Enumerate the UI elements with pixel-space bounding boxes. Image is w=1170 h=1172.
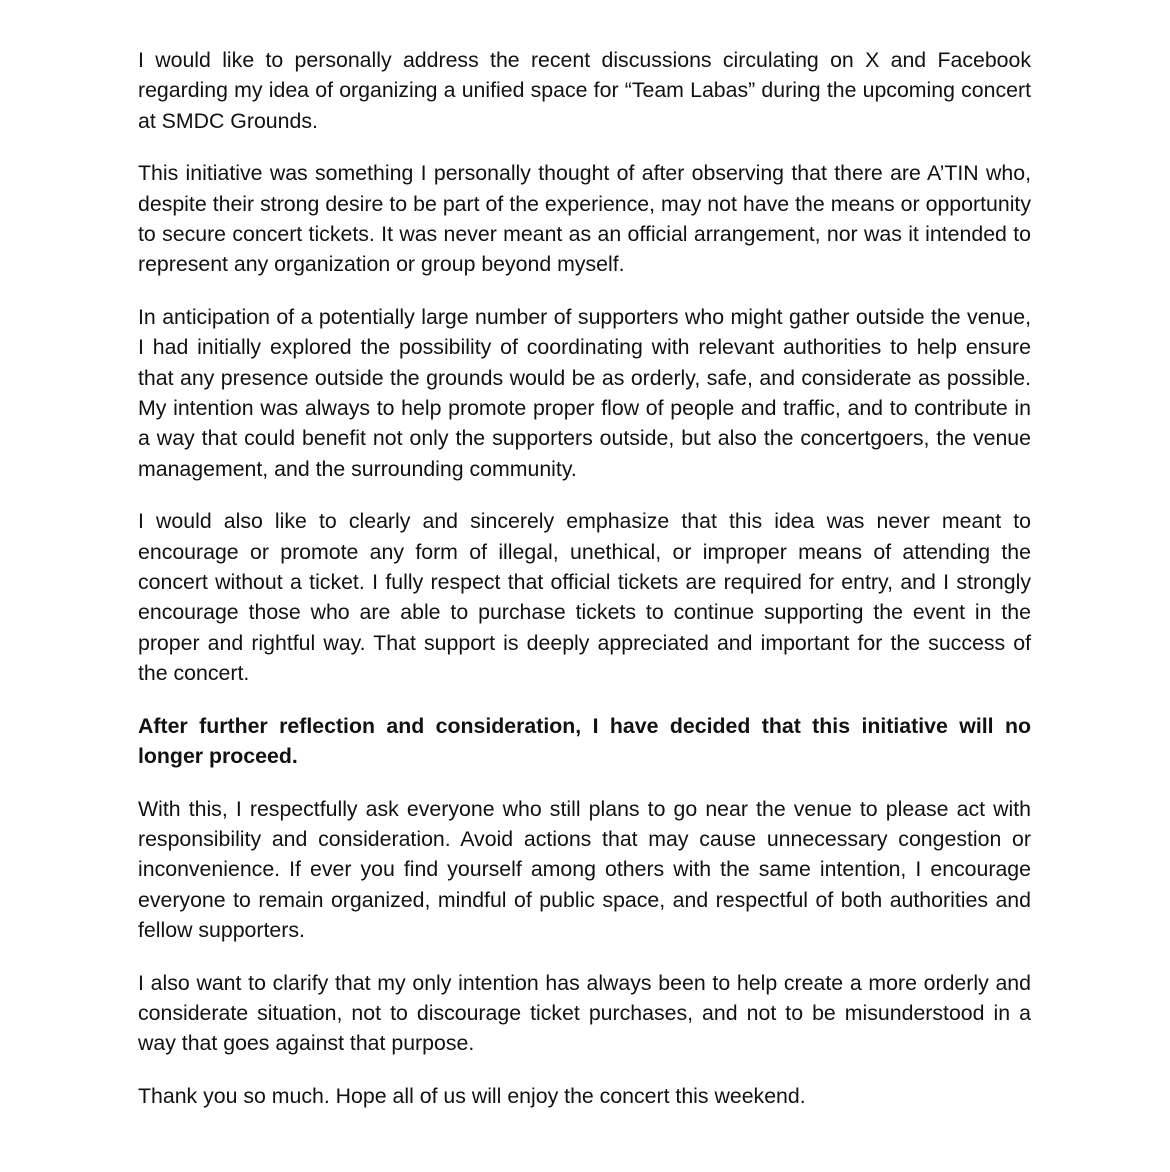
statement-document — [138, 45, 1031, 1134]
paragraph-coordination: In anticipation of a potentially large number of supporters who might gather outside the venue, I had initially explored the possibility of coordinating with relevant authorities to help ensure that any presence outside the grounds would be as orderly, safe, and considerate as possible. My intention was always to help promote proper flow of people and traffic, and to contribute in a way that could benefit not only the supporters outside, but also the concertgoers, the venue management, and the surrounding community. — [138, 305, 1031, 481]
paragraph-request: With this, I respectfully ask everyone who still plans to go near the venue to please act with responsibility and consideration. Avoid actions that may cause unnecessary congestion or inconvenience. If ever you find yourself among others with the same intention, I encourage everyone to remain organized, mindful of public space, and respectful of both authorities and fellow supporters. — [138, 796, 1031, 942]
paragraph-initiative-origin: This initiative was something I personally thought of after observing that there are A’TIN who, despite their strong desire to be part of the experience, may not have the means or opportunity to secure concert tickets. It was never meant as an official arrangement, nor was it intended to represent any organization or group beyond myself. — [138, 161, 1031, 277]
paragraph-clarification: I also want to clarify that my only intention has always been to help create a more orderly and considerate situation, not to discourage ticket purchases, and not to be misunderstood in a way that goes against that purpose. — [138, 970, 1031, 1056]
paragraph-ticket-respect: I would also like to clearly and sincerely emphasize that this idea was never meant to encourage or promote any form of illegal, unethical, or improper means of attending the concert without a ticket. I fully respect that official tickets are required for entry, and I strongly encourage those who are able to purchase tickets to continue supporting the event in the proper and rightful way. That support is deeply appreciated and important for the success of the concert. — [138, 509, 1031, 685]
paragraph-decision: After further reflection and consideration, I have decided that this initiative will no longer proceed. — [138, 713, 1031, 768]
paragraph-intro: I would like to personally address the recent discussions circulating on X and Facebook regarding my idea of organizing a unified space for “Team Labas” during the upcoming concert at SMDC Grounds. — [138, 48, 1031, 133]
paragraph-thanks: Thank you so much. Hope all of us will enjoy the concert this weekend. — [138, 1084, 806, 1109]
